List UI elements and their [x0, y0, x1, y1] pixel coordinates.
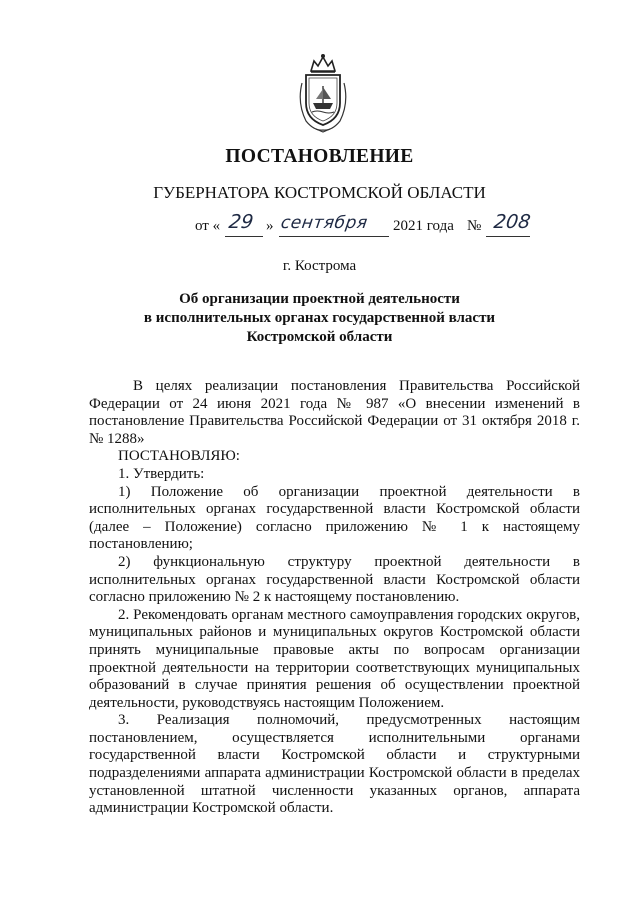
- document-city: г. Кострома: [282, 258, 357, 274]
- number-underline: [486, 236, 530, 237]
- document-heading: [0, 290, 639, 347]
- date-quote-close: »: [266, 218, 274, 234]
- number-sign: №: [467, 218, 482, 234]
- resolve-paragraph: ПОСТАНОВЛЯЮ:: [118, 448, 240, 465]
- heading-line: Костромской области: [246, 329, 393, 345]
- preamble-paragraph: В целях реализации постановления Правительства Российской Федерации от 24 июня 2021 года № 987 «О внесении изменений в постановление Правительства Российской Федерации от 31 октября 2018 г. № 1288»: [89, 378, 580, 447]
- document-title: ПОСТАНОВЛЕНИЕ: [225, 146, 414, 167]
- document-issuer: ГУБЕРНАТОРА КОСТРОМСКОЙ ОБЛАСТИ: [153, 183, 486, 202]
- handwritten-number: 208: [492, 211, 532, 233]
- date-year: 2021 года: [393, 218, 454, 234]
- handwritten-month: сентября: [279, 213, 369, 233]
- day-underline: [225, 236, 263, 237]
- handwritten-day: 29: [227, 211, 255, 233]
- item-1-1-paragraph: 1) Положение об организации проектной деятельности в исполнительных органах государственной власти Костромской области (далее – Положение) согласно приложению № 1 к настоящему постановлению;: [89, 483, 580, 553]
- date-line: [195, 211, 532, 235]
- heading-line: в исполнительных органах государственной власти: [143, 310, 496, 326]
- date-prefix: от «: [195, 218, 221, 234]
- coat-of-arms-icon: [294, 53, 352, 133]
- document-body: [89, 378, 580, 818]
- item-3-paragraph: 3. Реализация полномочий, предусмотренных настоящим постановлением, осуществляется исполнительными органами государственной власти Костромской области и структурными подразделениями аппарата администрации Костромской области в пределах установленной штатной численности указанных органов, аппарата администрации Костромской области.: [89, 712, 580, 817]
- heading-line: Об организации проектной деятельности: [179, 291, 460, 307]
- month-underline: [279, 236, 389, 237]
- item-2-paragraph: 2. Рекомендовать органам местного самоуправления городских округов, муниципальных районов и муниципальных округов Костромской области принять муниципальные правовые акты по вопросам организации проектной деятельности на территории соответствующих муниципальных образований в случае принятия решения об осуществлении проектной деятельности, руководствуясь настоящим Положением.: [89, 606, 580, 711]
- item-1-paragraph: 1. Утвердить:: [118, 465, 205, 482]
- item-1-2-paragraph: 2) функциональную структуру проектной деятельности в исполнительных органах государственной власти Костромской области согласно приложению № 2 к настоящему постановлению.: [89, 553, 580, 606]
